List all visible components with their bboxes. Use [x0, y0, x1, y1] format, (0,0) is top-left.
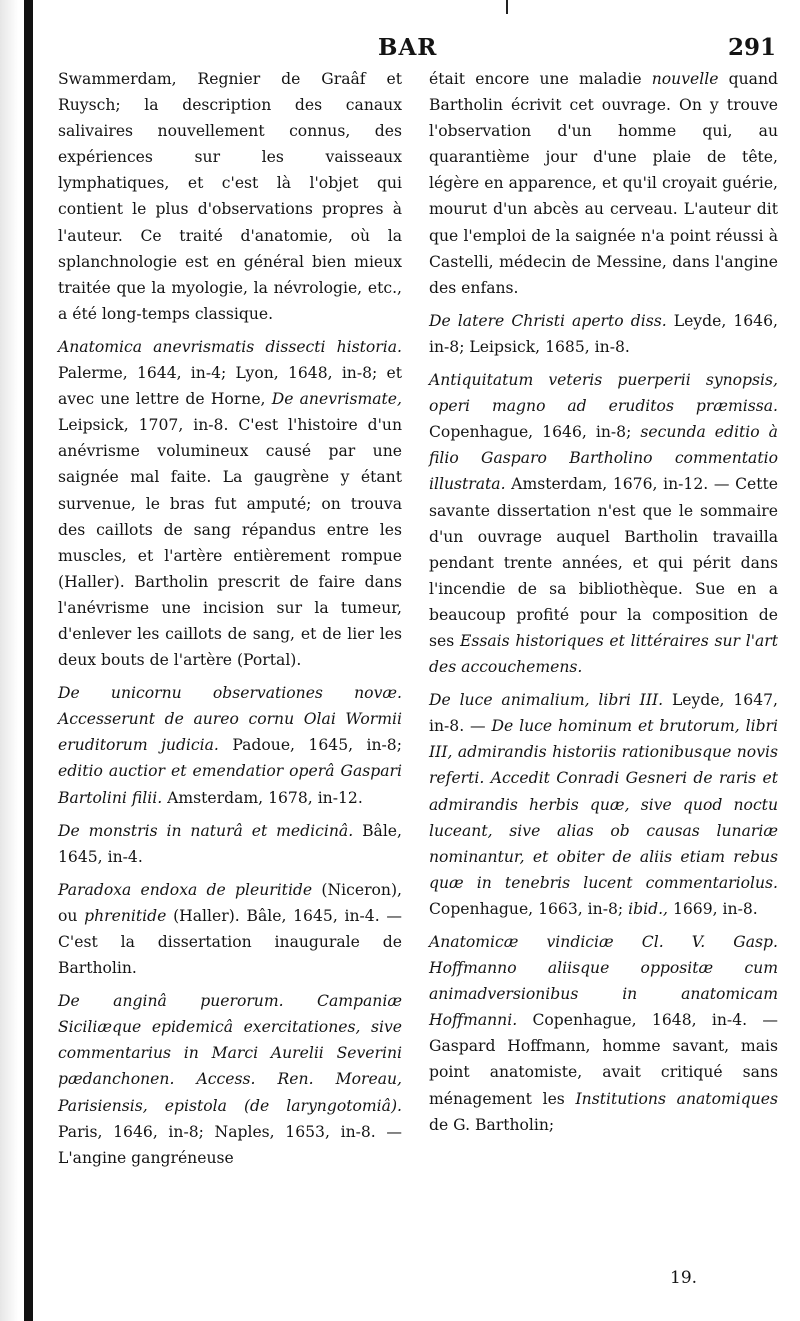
left-column-paragraph	[58, 818, 402, 870]
body-text: Copenhague, 1646, in-8;	[429, 423, 641, 442]
right-column-paragraph	[429, 929, 778, 1138]
left-column-paragraph	[58, 66, 402, 327]
running-head	[58, 34, 778, 68]
body-text: 1669, in-8.	[667, 899, 758, 918]
left-column-paragraph	[58, 988, 402, 1171]
italic-title-text: Essais historiques et littéraires sur l'art des accouchemens.	[429, 631, 778, 677]
italic-title-text: De anevrismate,	[271, 390, 402, 409]
body-text: Paris, 1646, in-8; Naples, 1653, in-8. — L'angine gangréneuse	[58, 1122, 402, 1167]
page-gutter-shadow	[0, 0, 26, 1321]
binding-edge	[24, 0, 33, 1321]
body-text: Padoue, 1645, in-8;	[218, 736, 402, 755]
body-text: de G. Bartholin;	[429, 1115, 555, 1134]
italic-title-text: secunda editio à filio Gasparo Bartholino commentatio illustrata.	[429, 423, 778, 494]
right-column	[429, 66, 778, 1145]
italic-title-text: Anatomica anevrismatis dissecti historia.	[58, 337, 402, 356]
italic-title-text: ibid.,	[628, 899, 668, 918]
body-text: Swammerdam, Regnier de Graâf et Ruysch; la description des canaux salivaires nouvellement connus, des expériences sur les vaisseaux lymphatiques, et c'est là l'objet qui contient le plus d'observations propres à l'auteur. Ce traité d'anatomie, où la splanchnologie est en général bien mieux traitée que la myologie, la névrologie, etc., a été long-temps classique.	[58, 70, 402, 323]
right-column-paragraph	[429, 308, 778, 360]
body-text: Leyde, 1647, in-8. —	[429, 691, 778, 736]
italic-title-text: Antiquitatum veteris puerperii synopsis, operi magno ad eruditos præmissa.	[429, 371, 778, 416]
body-text: Bâle, 1645, in-4.	[58, 821, 402, 866]
signature-mark: 19.	[670, 1268, 698, 1288]
italic-title-text: De luce animalium, libri III.	[429, 691, 664, 710]
italic-title-text: De monstris in naturâ et medicinâ.	[58, 821, 354, 840]
body-text: Amsterdam, 1676, in-12. — Cette savante dissertation n'est que le sommaire d'un ouvrage auquel Bartholin travailla pendant trente années, et qui périt dans l'incendie de sa bibliothèque. Sue en a beaucoup profité pour la composition de ses	[429, 475, 778, 650]
italic-title-text: editio auctior et emendatior operâ Gaspari Bartolini filii.	[58, 762, 402, 807]
running-head-title: BAR	[378, 34, 438, 61]
body-text: (Niceron), ou	[58, 880, 402, 925]
left-column	[58, 66, 402, 1178]
body-text: Copenhague, 1648, in-4. — Gaspard Hoffmann, homme savant, mais point anatomiste, avait critiqué sans ménagement les	[429, 1011, 778, 1108]
print-mark	[506, 0, 508, 14]
italic-title-text: Paradoxa endoxa de pleuritide	[58, 880, 313, 899]
italic-title-text: De latere Christi aperto diss.	[429, 311, 667, 330]
body-text: Leipsick, 1707, in-8. C'est l'histoire d'un anévrisme volumineux causé par une saignée mal faite. La gaugrène y étant survenue, le bras fut amputé; on trouva des caillots de sang répandus entre les muscles, et l'artère entièrement rompue (Haller). Bartholin prescrit de faire dans l'anévrisme une incision sur la tumeur, d'enlever les caillots de sang, et de lier les deux bouts de l'artère (Portal).	[58, 416, 402, 670]
italic-title-text: nouvelle	[651, 70, 719, 88]
right-column-paragraph	[429, 367, 778, 680]
body-text: Palerme, 1644, in-4; Lyon, 1648, in-8; et avec une lettre de Horne,	[58, 364, 402, 409]
body-text: était encore une maladie	[429, 70, 652, 88]
body-text: Leyde, 1646, in-8; Leipsick, 1685, in-8.	[429, 311, 778, 356]
italic-title-text: phrenitide	[84, 906, 167, 925]
italic-title-text: De luce hominum et brutorum, libri III, admirandis historiis rationibusque novis referti. Accedit Conradi Gesneri de raris et admirandis herbis quæ, sive quod noctu luceant, sive alias ob causas lunariæ nominantur, et obiter de aliis etiam rebus quæ in tenebris lucent commentariolus.	[429, 717, 778, 892]
italic-title-text: De anginâ puerorum. Campaniæ Siciliæque epidemicâ exercitationes, sive commentarius in Marci Aurelii Severini pædanchonen. Access. Ren. Moreau, Parisiensis, epistola (de laryngotomiâ).	[58, 992, 402, 1115]
right-column-paragraph	[429, 687, 778, 922]
body-text: Amsterdam, 1678, in-12.	[162, 788, 363, 807]
body-text: Copenhague, 1663, in-8;	[429, 899, 629, 918]
body-text: (Haller). Bâle, 1645, in-4. — C'est la dissertation inaugurale de Bartholin.	[58, 906, 402, 978]
body-text: quand Bartholin écrivit cet ouvrage. On y trouve l'observation d'un homme qui, au quarantième jour d'une plaie de tête, légère en apparence, et qu'il croyait guérie, mourut d'un abcès au cerveau. L'auteur dit que l'emploi de la saignée n'a point réussi à Castelli, médecin de Messine, dans l'angine des enfans.	[429, 70, 779, 297]
page-number: 291	[727, 34, 776, 61]
book-page	[58, 0, 778, 1321]
left-column-paragraph	[58, 680, 402, 810]
italic-title-text: Anatomicæ vindiciæ Cl. V. Gasp. Hoffmanno aliisque oppositæ cum animadversionibus in anatomicam Hoffmanni.	[429, 933, 778, 1030]
left-column-paragraph	[58, 877, 402, 981]
italic-title-text: Institutions anatomiques	[575, 1089, 778, 1108]
left-column-paragraph	[58, 334, 402, 673]
right-column-paragraph	[429, 66, 778, 301]
italic-title-text: De unicornu observationes novæ. Accesserunt de aureo cornu Olai Wormii eruditorum judicia.	[58, 684, 402, 755]
